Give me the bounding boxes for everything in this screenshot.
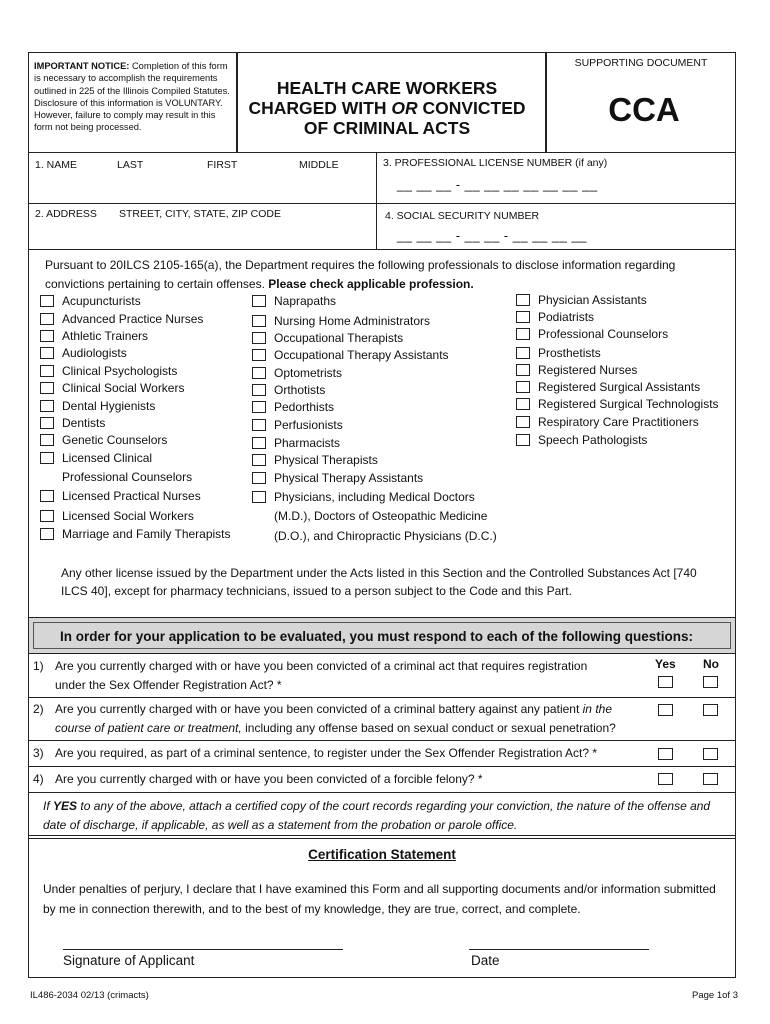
notice-text: Completion of this form is necessary to accomplish the requirements outlined in 225 of the Illinois Compiled Statutes. Disclosure of this information is VOLUNTARY. However, failure to comply may result in this form not being processed. [34, 61, 230, 133]
q1-yes-checkbox[interactable] [658, 676, 673, 688]
divider [545, 53, 547, 152]
checkbox[interactable] [40, 490, 54, 502]
profession-option[interactable]: Podiatrists [516, 308, 594, 326]
form-frame [28, 52, 736, 978]
profession-option[interactable]: Prosthetists [516, 344, 601, 362]
profession-option[interactable]: Speech Pathologists [516, 431, 647, 449]
profession-option[interactable]: Athletic Trainers [40, 327, 148, 345]
checkbox[interactable] [516, 398, 530, 410]
checkbox[interactable] [252, 295, 266, 307]
profession-option[interactable]: Physical Therapy Assistants [252, 469, 423, 487]
checkbox[interactable] [252, 454, 266, 466]
license-number-label: 3. PROFESSIONAL LICENSE NUMBER (if any) [383, 157, 608, 169]
checkbox[interactable] [516, 364, 530, 376]
q4-yes-checkbox[interactable] [658, 773, 673, 785]
name-license-row [29, 153, 735, 204]
address-field[interactable] [29, 204, 377, 249]
signature-line[interactable] [63, 949, 343, 950]
profession-option[interactable]: Licensed Clinical [40, 449, 152, 467]
middle-name-label: MIDDLE [299, 159, 339, 171]
profession-option[interactable]: Orthotists [252, 381, 325, 399]
checkbox[interactable] [252, 349, 266, 361]
q2-no-checkbox[interactable] [703, 704, 718, 716]
profession-option[interactable]: Pharmacists [252, 434, 340, 452]
date-label: Date [471, 953, 500, 968]
if-yes-instructions: If YES to any of the above, attach a certified copy of the court records regarding your conviction, the nature of the offense and date of discharge, if applicable, as well as a statement from the probation or parole office. [29, 793, 735, 839]
profession-option[interactable]: Physician Assistants [516, 291, 647, 309]
profession-option[interactable]: Nursing Home Administrators [252, 312, 430, 330]
profession-option[interactable]: Respiratory Care Practitioners [516, 413, 699, 431]
q2-yes-checkbox[interactable] [658, 704, 673, 716]
other-license-note: Any other license issued by the Department under the Acts listed in this Section and the Controlled Substances Act [740 ILCS 40], except for pharmacy technicians, issued to a person subject to the Code and this Part. [61, 566, 697, 598]
question-1: 1) Are you currently charged with or have you been convicted of a criminal act that requires registration under the Sex Offender Registration Act? * Yes No [29, 654, 735, 698]
divider [236, 53, 238, 152]
checkbox[interactable] [40, 434, 54, 446]
important-notice [34, 60, 230, 134]
license-number-blank: __ __ __ - __ __ __ __ __ __ __ [397, 177, 598, 192]
q3-yes-checkbox[interactable] [658, 748, 673, 760]
address-parts-label: STREET, CITY, STATE, ZIP CODE [119, 208, 282, 220]
yes-header: Yes [655, 657, 676, 671]
checkbox[interactable] [252, 367, 266, 379]
first-name-label: FIRST [207, 159, 238, 171]
checkbox[interactable] [252, 491, 266, 503]
profession-option[interactable]: Genetic Counselors [40, 431, 167, 449]
profession-option[interactable]: Registered Nurses [516, 361, 637, 379]
profession-option[interactable]: Advanced Practice Nurses [40, 310, 203, 328]
checkbox[interactable] [40, 365, 54, 377]
notice-heading: IMPORTANT NOTICE: [34, 61, 130, 71]
profession-option[interactable]: Clinical Psychologists [40, 362, 177, 380]
signature-label: Signature of Applicant [63, 953, 195, 968]
profession-option-continued: Professional Counselors [62, 470, 193, 484]
last-name-label: LAST [117, 159, 144, 171]
certification-title: Certification Statement [308, 847, 456, 862]
checkbox[interactable] [516, 416, 530, 428]
professions-intro: Pursuant to 20ILCS 2105-165(a), the Department requires the following professionals to disclose information regarding convictions pertaining to certain offenses. Please check applicable profession. [45, 258, 676, 291]
q4-no-checkbox[interactable] [703, 773, 718, 785]
checkbox[interactable] [40, 528, 54, 540]
checkbox[interactable] [516, 311, 530, 323]
checkbox[interactable] [40, 313, 54, 325]
profession-option[interactable]: Physicians, including Medical Doctors [252, 488, 475, 506]
checkbox[interactable] [516, 381, 530, 393]
name-field[interactable] [29, 153, 377, 203]
checkbox[interactable] [40, 510, 54, 522]
checkbox[interactable] [252, 401, 266, 413]
supporting-document-label: SUPPORTING DOCUMENT [574, 57, 708, 69]
form-header [29, 53, 735, 153]
checkbox[interactable] [516, 347, 530, 359]
profession-option[interactable]: Registered Surgical Assistants [516, 378, 700, 396]
profession-option[interactable]: Dentists [40, 414, 105, 432]
profession-option-continued: (D.O.), and Chiropractic Physicians (D.C.) [274, 529, 497, 543]
ssn-blank: __ __ __ - __ __ - __ __ __ __ [397, 228, 587, 243]
checkbox[interactable] [40, 347, 54, 359]
profession-option[interactable]: Marriage and Family Therapists [40, 525, 231, 543]
profession-option[interactable]: Occupational Therapists [252, 329, 403, 347]
checkbox[interactable] [252, 315, 266, 327]
profession-option[interactable]: Licensed Social Workers [40, 507, 194, 525]
page-number: Page 1of 3 [692, 990, 738, 1001]
profession-option[interactable]: Acupuncturists [40, 292, 141, 310]
profession-option[interactable]: Clinical Social Workers [40, 379, 184, 397]
profession-option[interactable]: Pedorthists [252, 398, 334, 416]
checkbox[interactable] [40, 452, 54, 464]
checkbox[interactable] [252, 419, 266, 431]
profession-option[interactable]: Audiologists [40, 344, 127, 362]
no-header: No [703, 657, 719, 671]
address-ssn-row [29, 204, 735, 250]
checkbox[interactable] [40, 330, 54, 342]
checkbox[interactable] [252, 472, 266, 484]
professions-section [29, 250, 735, 618]
ssn-label: 4. SOCIAL SECURITY NUMBER [385, 210, 540, 222]
question-4: 4) Are you currently charged with or have you been convicted of a forcible felony? * [29, 767, 735, 793]
title-line-3: OF CRIMINAL ACTS [303, 118, 471, 138]
checkbox[interactable] [40, 417, 54, 429]
questions-banner-text: In order for your application to be evaluated, you must respond to each of the following questions: [33, 622, 731, 649]
profession-option[interactable]: Physical Therapists [252, 451, 378, 469]
question-2: 2) Are you currently charged with or have you been convicted of a criminal battery against any patient in the course of patient care or treatment, including any offense based on sexual conduct or sexual penetration? [29, 698, 735, 741]
questions-banner [29, 618, 735, 654]
certification-text: Under penalties of perjury, I declare that I have examined this Form and all supporting documents and/or information submitted by me in connection therewith, and to the best of my knowledge, they are true, correct, and complete. [43, 882, 716, 916]
profession-option[interactable]: Optometrists [252, 364, 342, 382]
title-line-2: CHARGED WITH OR CONVICTED [248, 98, 526, 118]
checkbox[interactable] [40, 295, 54, 307]
address-label: 2. ADDRESS [35, 208, 97, 220]
profession-option[interactable]: Naprapaths [252, 292, 336, 310]
checkbox[interactable] [516, 294, 530, 306]
form-title [243, 78, 531, 138]
title-line-1: HEALTH CARE WORKERS [276, 78, 498, 98]
form-code: CCA [608, 91, 680, 128]
profession-option[interactable]: Professional Counselors [516, 325, 668, 343]
form-id: IL486-2034 02/13 (crimacts) [30, 990, 149, 1001]
checkbox[interactable] [40, 382, 54, 394]
checkbox[interactable] [252, 332, 266, 344]
question-3: 3) Are you required, as part of a criminal sentence, to register under the Sex Offender Registration Act? * [29, 741, 735, 767]
profession-option-continued: (M.D.), Doctors of Osteopathic Medicine [274, 509, 488, 523]
license-number-field[interactable] [377, 153, 735, 203]
name-label: 1. NAME [35, 159, 78, 171]
date-line[interactable] [469, 949, 649, 950]
profession-option[interactable]: Licensed Practical Nurses [40, 487, 201, 505]
profession-option[interactable]: Occupational Therapy Assistants [252, 346, 449, 364]
checkbox[interactable] [252, 437, 266, 449]
profession-option[interactable]: Dental Hygienists [40, 397, 155, 415]
certification-section [29, 839, 735, 977]
q1-no-checkbox[interactable] [703, 676, 718, 688]
checkbox[interactable] [252, 384, 266, 396]
ssn-field[interactable] [377, 204, 735, 249]
checkbox[interactable] [40, 400, 54, 412]
profession-option[interactable]: Registered Surgical Technologists [516, 395, 719, 413]
checkbox[interactable] [516, 328, 530, 340]
profession-option[interactable]: Perfusionists [252, 416, 343, 434]
q3-no-checkbox[interactable] [703, 748, 718, 760]
checkbox[interactable] [516, 434, 530, 446]
